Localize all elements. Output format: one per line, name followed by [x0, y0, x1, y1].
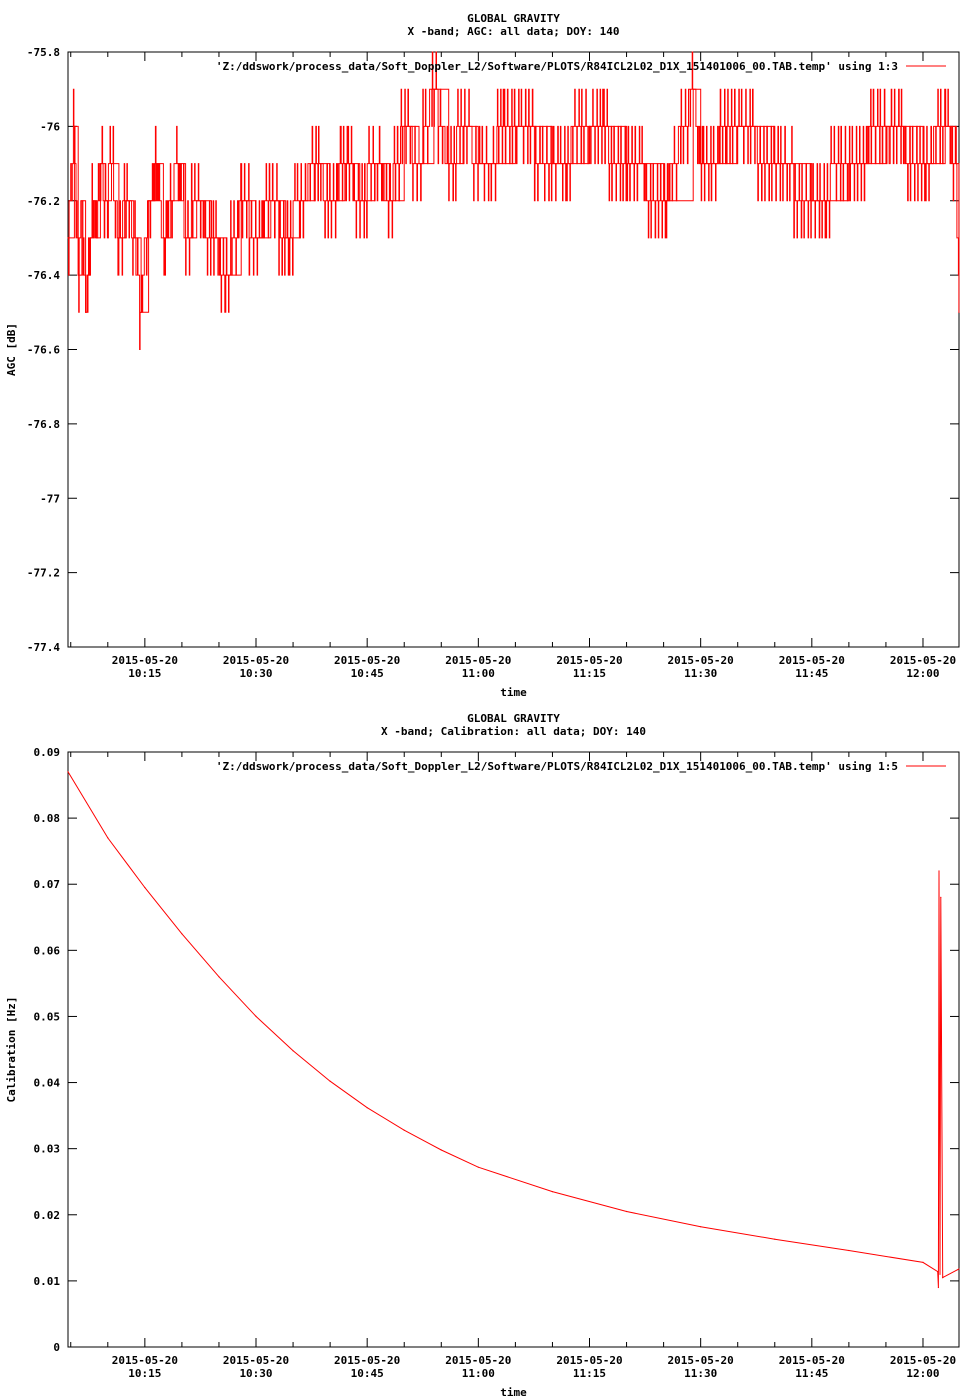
data-point [478, 163, 479, 164]
data-point [515, 126, 516, 127]
data-point [737, 126, 738, 127]
series-line [68, 772, 959, 1288]
data-point [241, 200, 242, 201]
data-point [85, 312, 86, 313]
x-tick-time-label: 11:45 [795, 667, 829, 680]
data-point [552, 163, 553, 164]
data-point [956, 163, 957, 164]
data-point [367, 1107, 368, 1108]
data-point [626, 1211, 627, 1212]
data-point [126, 200, 127, 201]
data-point [87, 275, 88, 276]
data-point [144, 887, 145, 888]
data-point [270, 200, 271, 201]
x-tick-date-label: 2015-05-20 [889, 1354, 957, 1367]
x-tick-date-label: 2015-05-20 [222, 654, 290, 667]
x-tick-date-label: 2015-05-20 [556, 1354, 623, 1367]
data-point [67, 237, 68, 238]
data-point [255, 1016, 256, 1017]
y-tick-label: 0.09 [33, 746, 60, 759]
legend-label: 'Z:/ddswork/process_data/Soft_Doppler_L2/Software/PLOTS/R84ICL2L02_D1X_151401006_00.TAB.temp' using 1:5 [215, 760, 898, 773]
plot-frame [68, 52, 959, 647]
data-point [155, 163, 156, 164]
data-point [100, 163, 101, 164]
data-point [626, 163, 627, 164]
data-point [389, 200, 390, 201]
data-point [107, 837, 108, 838]
y-tick-label: 0.08 [33, 812, 60, 826]
x-tick-date-label: 2015-05-20 [778, 1354, 845, 1367]
chart-title: GLOBAL GRAVITY [467, 12, 560, 25]
y-tick-label: -76 [40, 120, 60, 134]
data-point [945, 126, 946, 127]
x-tick-date-label: 2015-05-20 [667, 1354, 734, 1367]
data-point [922, 163, 923, 164]
data-point [111, 163, 112, 164]
data-point [148, 200, 149, 201]
x-tick-time-label: 11:45 [795, 1367, 829, 1380]
chart-subtitle: X -band; Calibration: all data; DOY: 140 [381, 725, 646, 738]
y-tick-label: -77.4 [26, 641, 60, 654]
y-tick-label: 0.01 [33, 1274, 60, 1288]
series-line [68, 89, 959, 312]
x-tick-time-label: 11:30 [684, 1367, 718, 1380]
y-tick-label: -75.8 [26, 46, 60, 59]
data-point [330, 1081, 331, 1082]
data-point [938, 870, 939, 871]
x-tick-time-label: 11:15 [572, 667, 607, 680]
data-point [848, 163, 849, 164]
data-point [300, 200, 301, 201]
y-tick-label: -76.2 [26, 194, 60, 208]
x-tick-date-label: 2015-05-20 [667, 654, 734, 667]
data-point [92, 200, 93, 201]
x-tick-time-label: 11:00 [461, 1367, 495, 1380]
data-point [105, 200, 106, 201]
x-tick-time-label: 12:00 [906, 667, 940, 680]
data-point [441, 1149, 442, 1150]
y-axis-label: Calibration [Hz] [5, 996, 18, 1103]
data-point [170, 200, 171, 201]
x-tick-date-label: 2015-05-20 [334, 1354, 401, 1367]
x-tick-date-label: 2015-05-20 [334, 654, 401, 667]
x-tick-date-label: 2015-05-20 [889, 654, 957, 667]
data-point [74, 126, 75, 127]
data-point [374, 163, 375, 164]
data-point [700, 163, 701, 164]
data-point [404, 126, 405, 127]
data-point [552, 1191, 553, 1192]
x-tick-time-label: 10:45 [350, 1367, 384, 1380]
data-point [942, 1277, 943, 1278]
data-point [330, 200, 331, 201]
data-point [315, 163, 316, 164]
data-point [344, 163, 345, 164]
x-tick-date-label: 2015-05-20 [111, 654, 178, 667]
data-point [811, 200, 812, 201]
data-point [118, 237, 119, 238]
data-point [96, 237, 97, 238]
data-point [700, 1226, 701, 1227]
data-point [774, 163, 775, 164]
data-point [937, 1271, 938, 1272]
x-tick-date-label: 2015-05-20 [445, 654, 512, 667]
x-tick-date-label: 2015-05-20 [222, 1354, 290, 1367]
y-tick-label: -76.6 [26, 343, 60, 357]
data-point [922, 1262, 923, 1263]
data-point [478, 1167, 479, 1168]
y-tick-label: -77.2 [26, 566, 60, 580]
y-tick-label: 0 [53, 1341, 60, 1354]
x-tick-time-label: 10:30 [239, 667, 273, 680]
plot-frame [68, 752, 959, 1347]
data-point [185, 237, 186, 238]
data-point [940, 897, 941, 898]
data-point [958, 1268, 959, 1269]
y-tick-label: 0.02 [33, 1208, 60, 1222]
data-point [255, 237, 256, 238]
data-point [885, 126, 886, 127]
data-point [448, 163, 449, 164]
data-point [293, 1050, 294, 1051]
x-tick-date-label: 2015-05-20 [111, 1354, 178, 1367]
data-point [226, 275, 227, 276]
data-point [958, 312, 959, 313]
y-tick-label: 0.03 [33, 1142, 60, 1156]
data-point [78, 275, 79, 276]
x-axis-label: time [500, 1386, 527, 1399]
x-tick-date-label: 2015-05-20 [778, 654, 845, 667]
data-point [285, 237, 286, 238]
data-point [433, 89, 434, 90]
x-tick-time-label: 10:45 [350, 667, 384, 680]
data-point [218, 976, 219, 977]
data-point [404, 1130, 405, 1131]
data-point [67, 771, 68, 772]
y-tick-label: 0.04 [33, 1076, 60, 1090]
data-point [178, 163, 179, 164]
y-tick-label: 0.07 [33, 878, 60, 892]
data-point [181, 933, 182, 934]
y-tick-label: 0.06 [33, 944, 60, 958]
data-point [418, 163, 419, 164]
y-tick-label: -76.8 [26, 417, 60, 431]
y-tick-label: 0.05 [33, 1010, 60, 1024]
data-point [196, 200, 197, 201]
data-point [663, 200, 664, 201]
data-point [163, 237, 164, 238]
data-point [133, 237, 134, 238]
data-point [90, 237, 91, 238]
x-tick-date-label: 2015-05-20 [445, 1354, 512, 1367]
y-tick-label: -76.4 [26, 269, 60, 283]
chart-subtitle: X -band; AGC: all data; DOY: 140 [407, 25, 620, 38]
y-tick-label: -77 [40, 492, 60, 506]
x-tick-date-label: 2015-05-20 [556, 654, 623, 667]
x-tick-time-label: 10:15 [128, 667, 162, 680]
x-tick-time-label: 10:30 [239, 1367, 273, 1380]
y-axis-label: AGC [dB] [5, 323, 18, 376]
x-tick-time-label: 11:00 [461, 667, 495, 680]
data-point [939, 1274, 940, 1275]
data-point [774, 1239, 775, 1240]
x-tick-time-label: 11:15 [572, 1367, 607, 1380]
data-point [693, 89, 694, 90]
data-point [589, 126, 590, 127]
data-point [211, 237, 212, 238]
data-point [848, 1250, 849, 1251]
data-point [938, 1287, 939, 1288]
calibration-chart [5, 712, 960, 1399]
x-tick-time-label: 10:15 [128, 1367, 162, 1380]
agc-chart [5, 12, 960, 699]
x-tick-time-label: 11:30 [684, 667, 718, 680]
data-point [359, 200, 360, 201]
data-point [463, 126, 464, 127]
data-point [141, 312, 142, 313]
x-axis-label: time [500, 686, 527, 699]
legend-label: 'Z:/ddswork/process_data/Soft_Doppler_L2/Software/PLOTS/R84ICL2L02_D1X_151401006_00.TAB.temp' using 1:3 [215, 60, 898, 73]
x-tick-time-label: 12:00 [906, 1367, 940, 1380]
data-point [81, 200, 82, 201]
chart-title: GLOBAL GRAVITY [467, 712, 560, 725]
